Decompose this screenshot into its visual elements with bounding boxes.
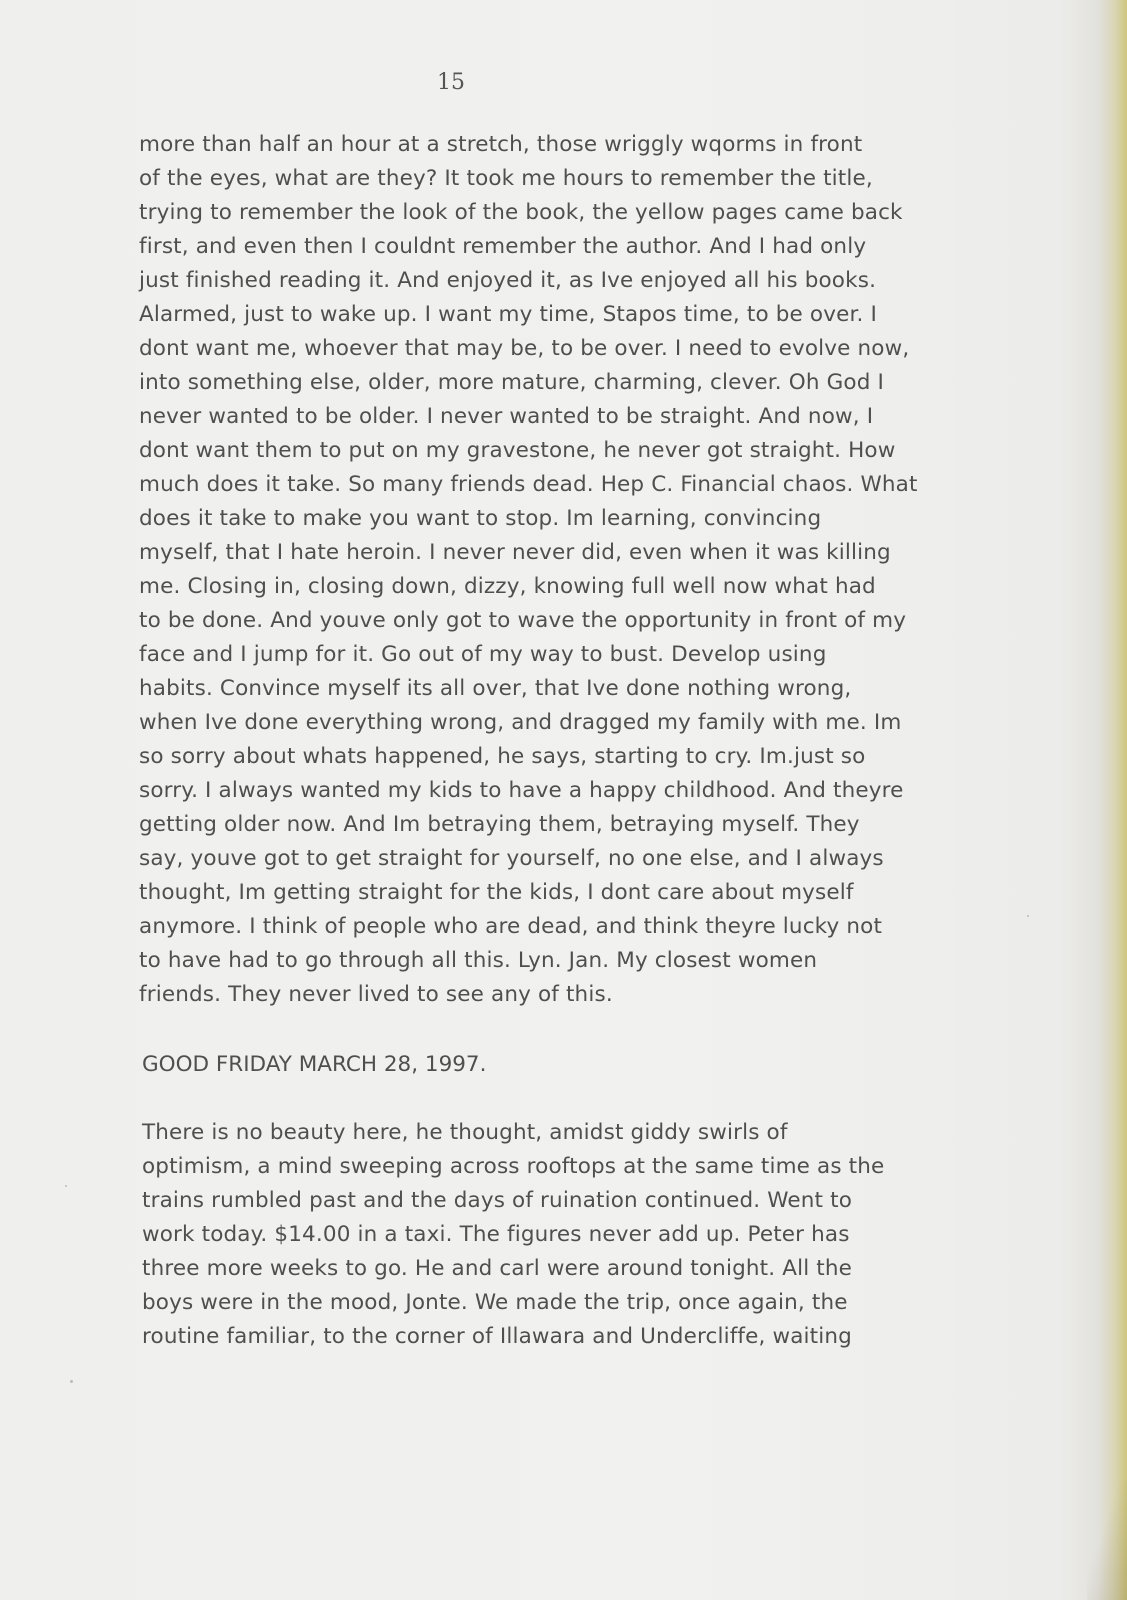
text-line: to have had to go through all this. Lyn. Jan. My closest women xyxy=(139,948,818,973)
text-line: trains rumbled past and the days of ruination continued. Went to xyxy=(142,1188,853,1213)
text-line: There is no beauty here, he thought, amidst giddy swirls of xyxy=(142,1120,788,1145)
text-line: does it take to make you want to stop. Im learning, convincing xyxy=(139,506,822,531)
text-line: face and I jump for it. Go out of my way to bust. Develop using xyxy=(139,642,827,667)
text-line: me. Closing in, closing down, dizzy, knowing full well now what had xyxy=(139,574,876,599)
text-line: three more weeks to go. He and carl were around tonight. All the xyxy=(142,1256,853,1281)
page-number: 15 xyxy=(437,70,465,95)
paper-speck xyxy=(65,1185,67,1187)
text-line: friends. They never lived to see any of this. xyxy=(139,982,613,1007)
text-line: trying to remember the look of the book, the yellow pages came back xyxy=(139,200,903,225)
text-line: more than half an hour at a stretch, those wriggly wqorms in front xyxy=(139,132,863,157)
text-line: much does it take. So many friends dead. Hep C. Financial chaos. What xyxy=(139,472,918,497)
text-line: thought, Im getting straight for the kids, I dont care about myself xyxy=(139,880,854,905)
text-line: dont want me, whoever that may be, to be over. I need to evolve now, xyxy=(139,336,910,361)
paragraph-1 xyxy=(139,128,979,1012)
text-line: routine familiar, to the corner of Illawara and Undercliffe, waiting xyxy=(142,1324,852,1349)
paper-speck xyxy=(1027,915,1029,917)
text-line: boys were in the mood, Jonte. We made the trip, once again, the xyxy=(142,1290,848,1315)
text-line: Alarmed, just to wake up. I want my time, Stapos time, to be over. I xyxy=(139,302,877,327)
text-line: habits. Convince myself its all over, that Ive done nothing wrong, xyxy=(139,676,852,701)
text-line: first, and even then I couldnt remember the author. And I had only xyxy=(139,234,867,259)
paragraph-2 xyxy=(142,1116,982,1354)
text-line: of the eyes, what are they? It took me hours to remember the title, xyxy=(139,166,873,191)
text-line: myself, that I hate heroin. I never never did, even when it was killing xyxy=(139,540,891,565)
text-line: dont want them to put on my gravestone, he never got straight. How xyxy=(139,438,896,463)
text-line: optimism, a mind sweeping across rooftops at the same time as the xyxy=(142,1154,885,1179)
text-line: never wanted to be older. I never wanted to be straight. And now, I xyxy=(139,404,874,429)
text-line: getting older now. And Im betraying them, betraying myself. They xyxy=(139,812,860,837)
page-edge-shadow xyxy=(1087,1480,1127,1600)
paper-speck xyxy=(70,1380,73,1383)
text-line: just finished reading it. And enjoyed it, as Ive enjoyed all his books. xyxy=(139,268,877,293)
text-line: say, youve got to get straight for yourself, no one else, and I always xyxy=(139,846,884,871)
text-line: sorry. I always wanted my kids to have a happy childhood. And theyre xyxy=(139,778,904,803)
text-line: when Ive done everything wrong, and dragged my family with me. Im xyxy=(139,710,902,735)
text-line: work today. $14.00 in a taxi. The figures never add up. Peter has xyxy=(142,1222,850,1247)
text-line: into something else, older, more mature, charming, clever. Oh God I xyxy=(139,370,884,395)
text-line: to be done. And youve only got to wave the opportunity in front of my xyxy=(139,608,907,633)
date-heading: GOOD FRIDAY MARCH 28, 1997. xyxy=(142,1052,487,1077)
text-line: anymore. I think of people who are dead, and think theyre lucky not xyxy=(139,914,883,939)
text-line: so sorry about whats happened, he says, starting to cry. Im.just so xyxy=(139,744,866,769)
